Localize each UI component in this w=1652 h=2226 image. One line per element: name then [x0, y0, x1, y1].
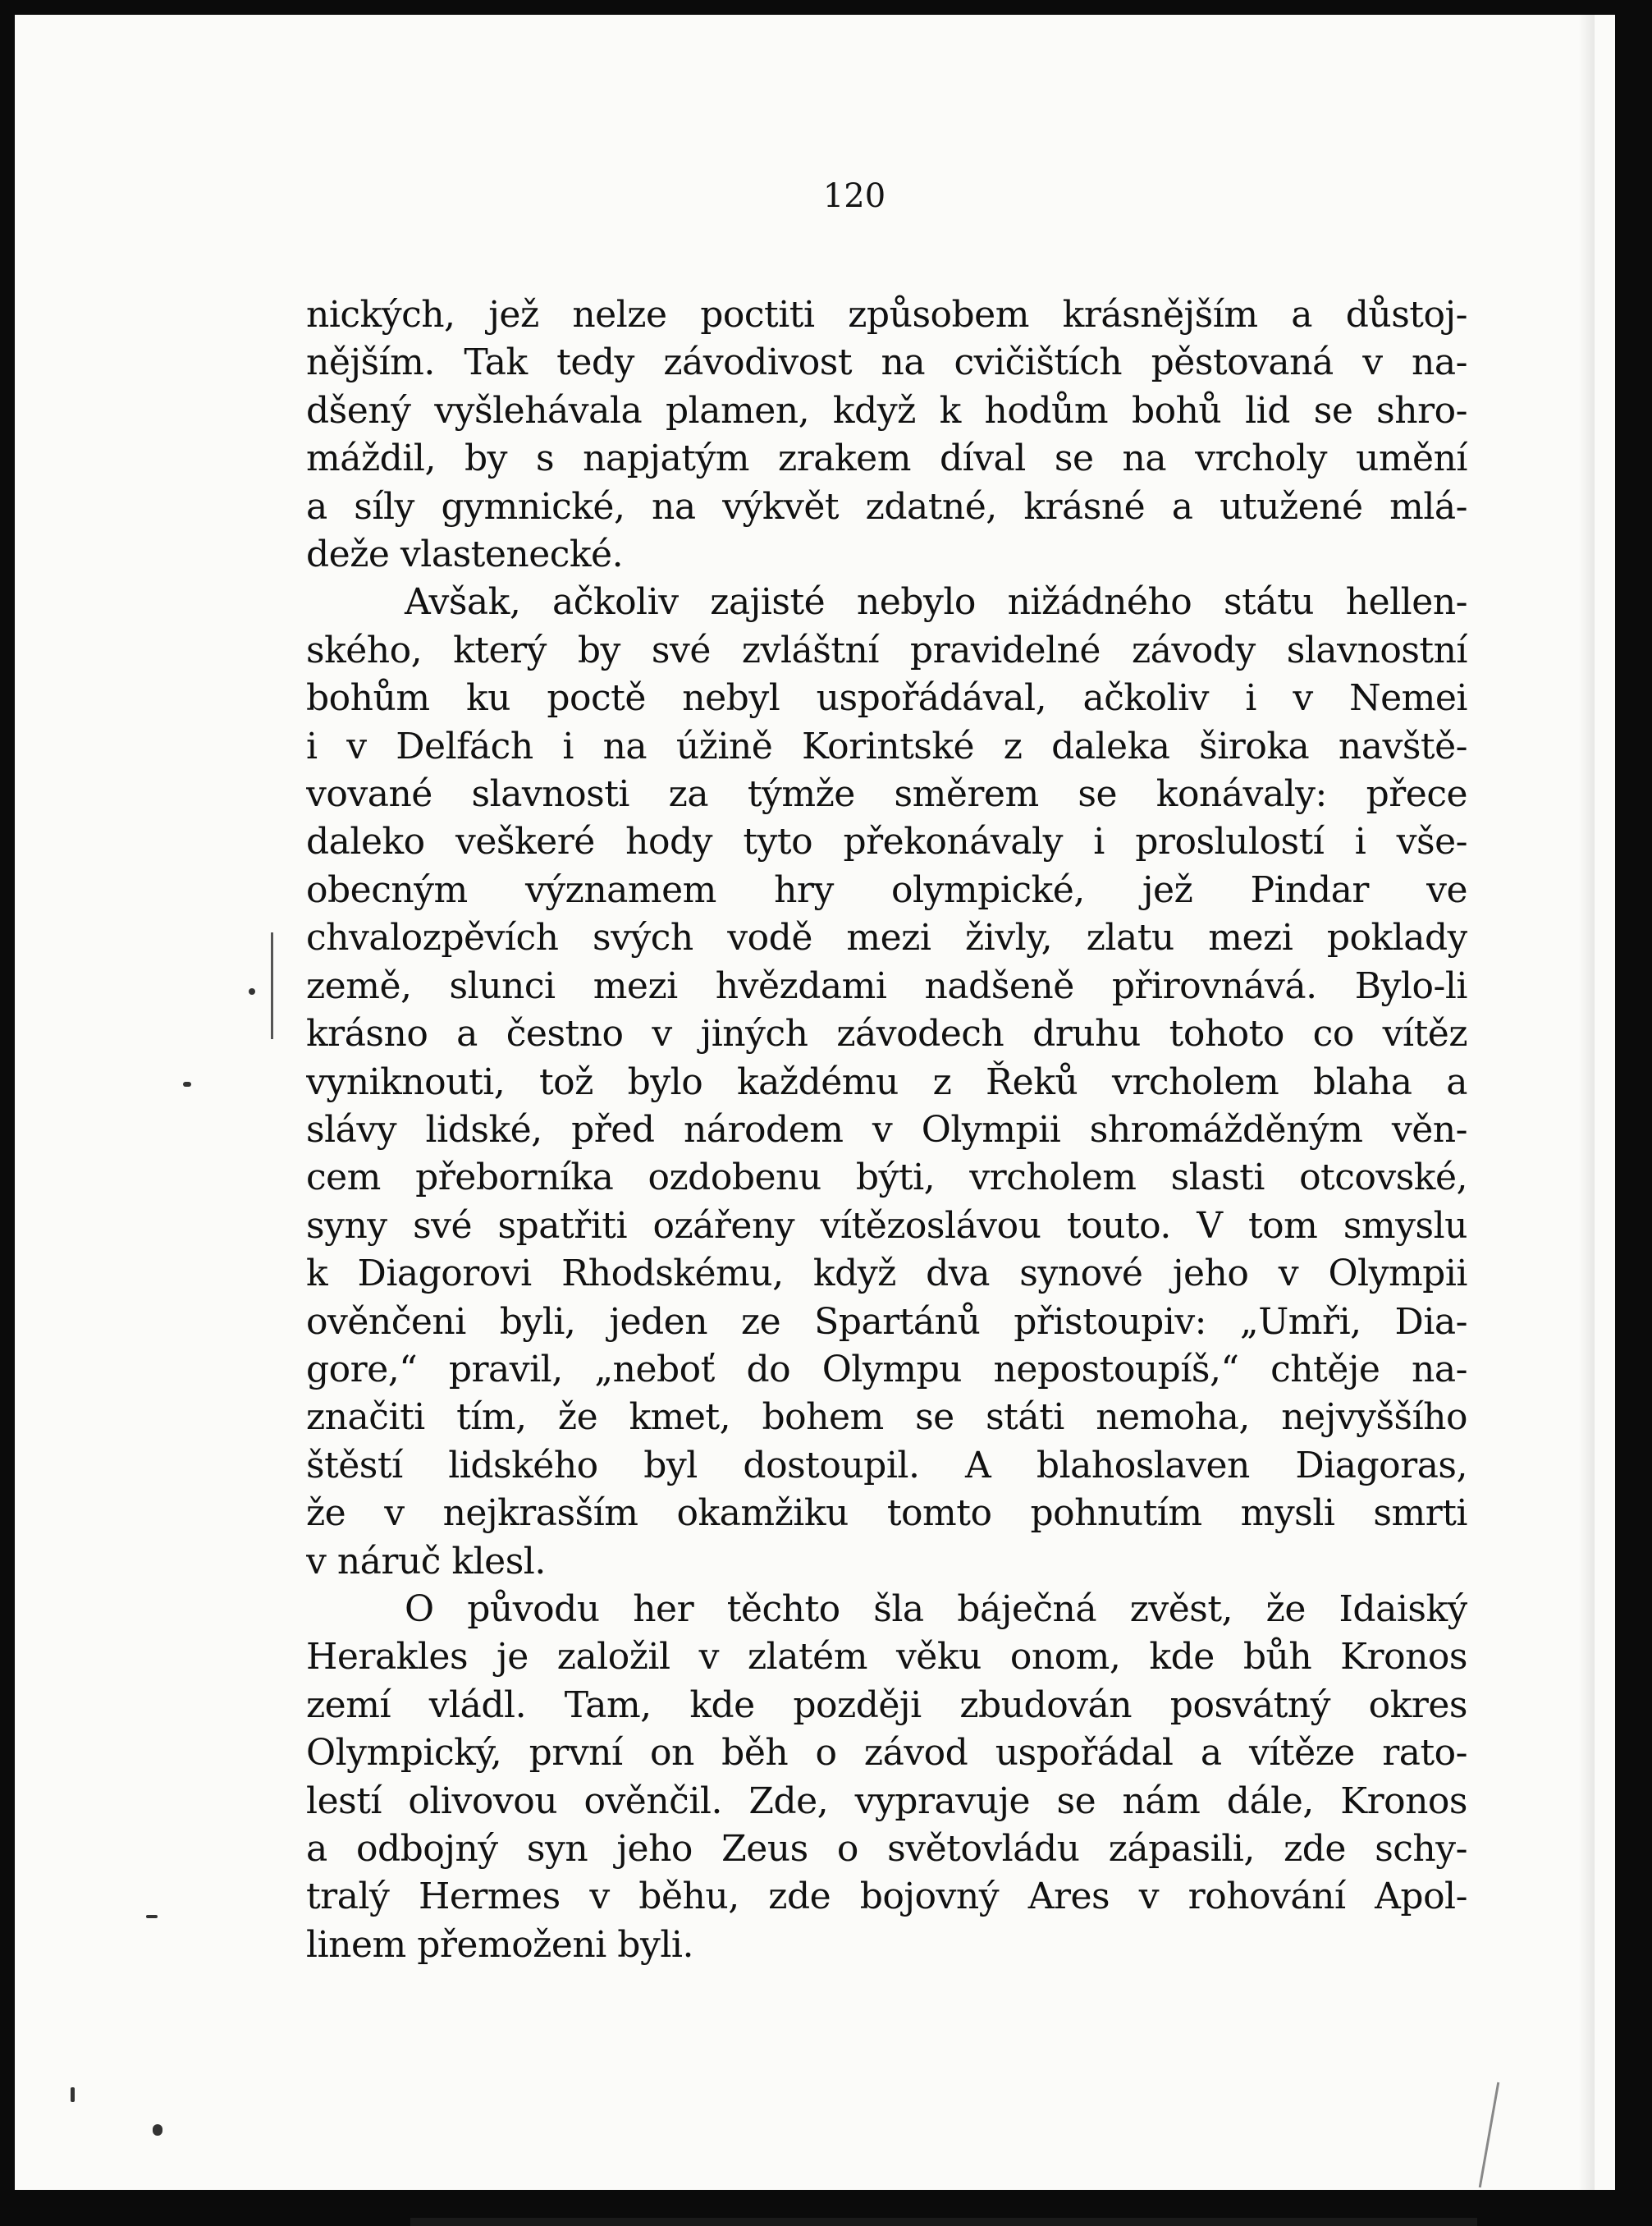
text-line: v náruč klesl.	[306, 1540, 546, 1582]
text-line: ověnčeni byli, jeden ze Spartánů přistoupiv: „Umři, Dia-	[306, 1300, 1467, 1343]
text-line: daleko veškeré hody tyto překonávaly i proslulostí i vše-	[306, 821, 1467, 863]
body-text	[306, 291, 1467, 1969]
text-line: gore,“ pravil, „neboť do Olympu nepostoupíš,“ chtěje na-	[306, 1348, 1467, 1390]
text-line: máždil, by s napjatým zrakem díval se na vrcholy umění	[306, 437, 1467, 480]
margin-mark	[146, 1915, 158, 1918]
text-line: krásno a čestno v jiných závodech druhu tohoto co vítěz	[306, 1013, 1467, 1056]
margin-mark	[153, 2124, 162, 2136]
text-line: zemí vládl. Tam, kde později zbudován posvátný okres	[306, 1683, 1467, 1726]
text-line: tralý Hermes v běhu, zde bojovný Ares v rohování Apol-	[306, 1876, 1467, 1918]
text-line: nějším. Tak tedy závodivost na cvičištích pěstovaná v na-	[306, 341, 1467, 384]
text-line: i v Delfách i na úžině Korintské z daleka široka navště-	[306, 725, 1467, 767]
text-line: dšený vyšlehávala plamen, když k hodům bohů lid se shro-	[306, 389, 1467, 432]
text-line: Avšak, ačkoliv zajisté nebylo nižádného státu hellen-	[405, 581, 1467, 624]
margin-mark	[71, 2087, 75, 2102]
text-line: a odbojný syn jeho Zeus o světovládu zápasili, zde schy-	[306, 1828, 1467, 1870]
margin-mark	[183, 1082, 191, 1087]
book-page	[15, 15, 1615, 2190]
text-line: obecným významem hry olympické, jež Pindar ve	[306, 868, 1467, 911]
page-edge	[410, 2218, 1477, 2226]
text-line: Herakles je založil v zlatém věku onom, kde bůh Kronos	[306, 1636, 1467, 1679]
text-line: země, slunci mezi hvězdami nadšeně přirovnává. Bylo-li	[306, 964, 1467, 1007]
margin-mark	[1578, 15, 1595, 2190]
text-line: vyniknouti, tož bylo každému z Řeků vrcholem blaha a	[306, 1060, 1467, 1103]
text-line: že v nejkrasším okamžiku tomto pohnutím mysli smrti	[306, 1492, 1467, 1535]
text-line: nických, jež nelze poctiti způsobem krásnějším a důstoj-	[306, 294, 1467, 336]
margin-mark	[1479, 2082, 1500, 2188]
text-line: cem přeborníka ozdobenu býti, vrcholem slasti otcovské,	[306, 1157, 1467, 1199]
text-line: chvalozpěvích svých vodě mezi živly, zlatu mezi poklady	[306, 917, 1467, 960]
text-line: štěstí lidského byl dostoupil. A blahoslaven Diagoras,	[306, 1444, 1467, 1486]
text-line: deže vlastenecké.	[306, 534, 624, 576]
text-line: ského, který by své zvláštní pravidelné závody slavnostní	[306, 629, 1467, 671]
text-line: vované slavnosti za týmže směrem se konávaly: přece	[306, 773, 1467, 816]
text-line: O původu her těchto šla báječná zvěst, že Idaiský	[405, 1587, 1467, 1630]
text-line: značiti tím, že kmet, bohem se státi nemoha, nejvyššího	[306, 1396, 1467, 1439]
page-number: 120	[822, 177, 886, 215]
text-line: slávy lidské, před národem v Olympii shromážděným věn-	[306, 1108, 1467, 1151]
text-line: lestí olivovou ověnčil. Zde, vypravuje se nám dále, Kronos	[306, 1779, 1467, 1822]
text-line: linem přemoženi byli.	[306, 1923, 693, 1966]
margin-mark	[249, 988, 255, 995]
text-line: k Diagorovi Rhodskému, když dva synové jeho v Olympii	[306, 1253, 1467, 1295]
text-line: syny své spatřiti ozářeny vítězoslávou touto. V tom smyslu	[306, 1204, 1467, 1247]
text-line: a síly gymnické, na výkvět zdatné, krásné a utužené mlá-	[306, 485, 1467, 528]
text-line: bohům ku poctě nebyl uspořádával, ačkoliv i v Nemei	[306, 677, 1467, 720]
text-line: Olympický, první on běh o závod uspořádal a vítěze rato-	[306, 1732, 1467, 1775]
margin-mark	[271, 932, 273, 1039]
